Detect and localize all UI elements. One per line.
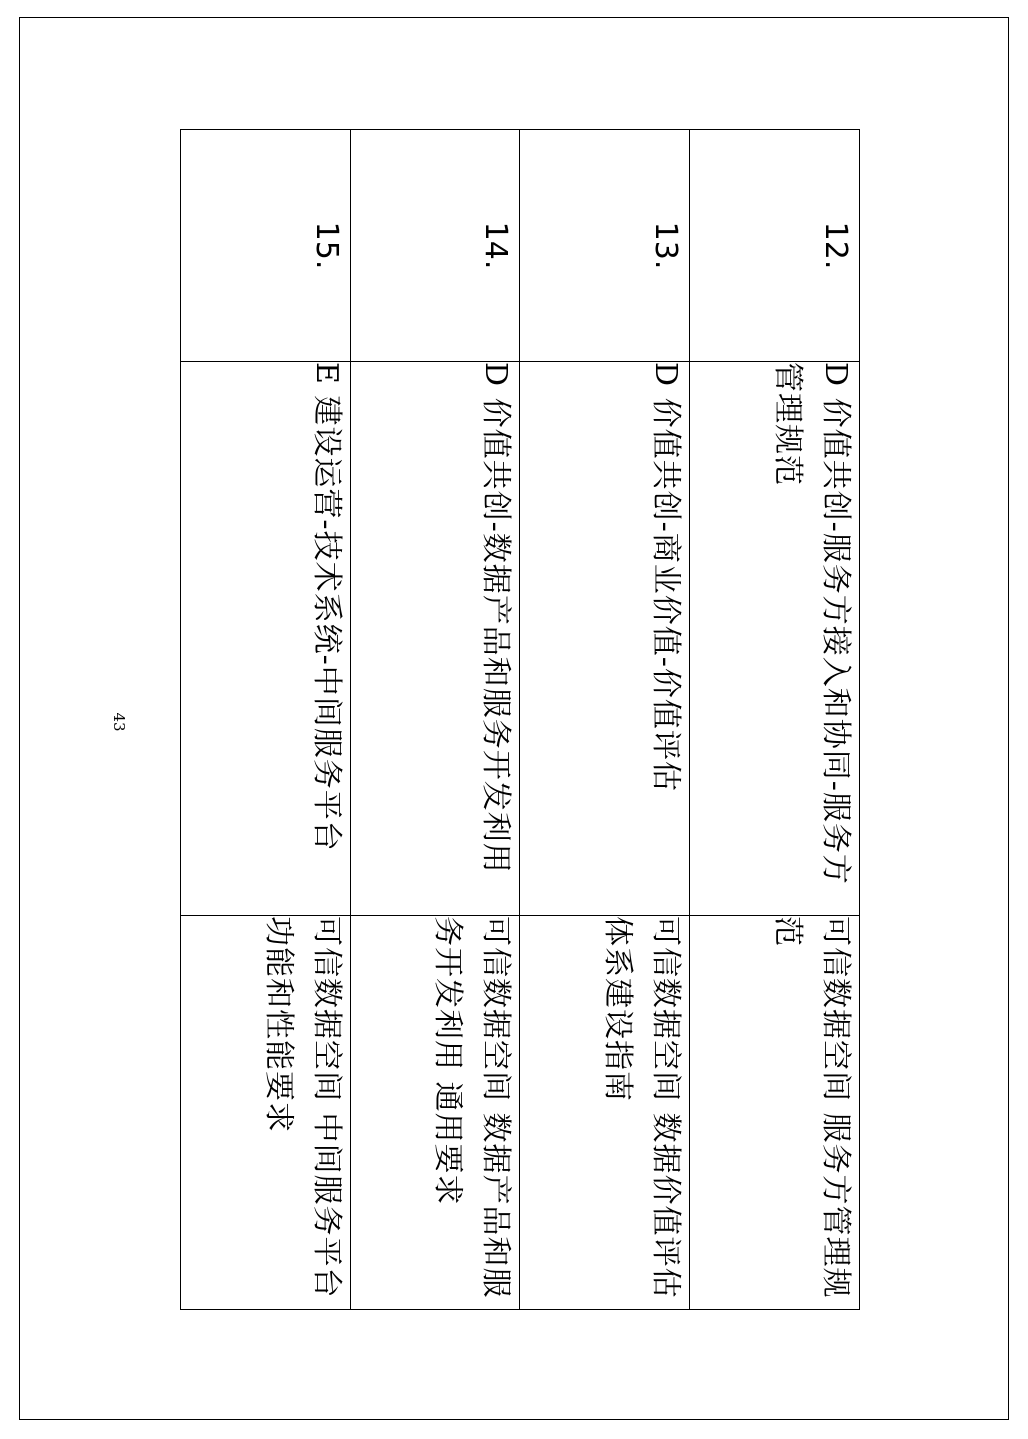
page-number: 43 <box>110 712 128 732</box>
title-text: 可信数据空间 服务方管理规范 <box>770 916 853 1299</box>
title-text: 可信数据空间 数据价值评估体系建设指南 <box>600 916 684 1299</box>
row-number: 14. <box>350 130 520 362</box>
table-row <box>350 130 520 1310</box>
row-title <box>520 916 690 1310</box>
row-title <box>690 916 860 1310</box>
row-category <box>350 362 520 916</box>
row-number: 15. <box>181 130 351 362</box>
row-category <box>690 362 860 916</box>
table-row <box>690 130 860 1310</box>
category-text: E 建设运营-技术系统-中间服务平台 <box>308 362 344 852</box>
standards-table-container <box>180 129 860 1309</box>
category-text: D 价值共创-服务方接入和协同-服务方管理规范 <box>770 362 853 885</box>
title-text: 可信数据空间 中间服务平台功能和性能要求 <box>260 916 344 1299</box>
row-number: 13. <box>520 130 690 362</box>
category-text: D 价值共创-数据产品和服务开发利用 <box>478 362 514 874</box>
table-row <box>520 130 690 1310</box>
row-category <box>181 362 351 916</box>
row-category <box>520 362 690 916</box>
table-row <box>181 130 351 1310</box>
standards-table <box>180 129 860 1310</box>
standards-table-rotated <box>180 129 860 1309</box>
row-title <box>181 916 351 1310</box>
row-title <box>350 916 520 1310</box>
title-text: 可信数据空间 数据产品和服务开发利用 通用要求 <box>430 916 514 1299</box>
category-text: D 价值共创-商业价值-价值评估 <box>648 362 684 792</box>
row-number: 12. <box>690 130 860 362</box>
